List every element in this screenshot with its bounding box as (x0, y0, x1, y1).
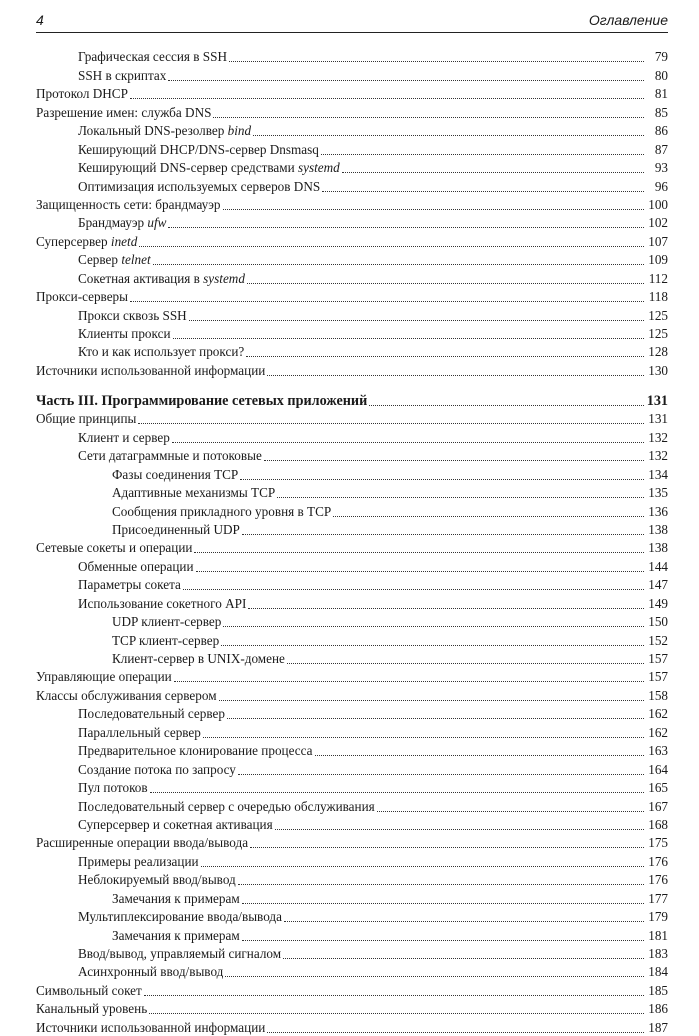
toc-part-heading[interactable] (36, 389, 668, 409)
toc-entry[interactable] (36, 520, 668, 538)
toc-entry[interactable] (36, 102, 668, 120)
toc-page-number: 128 (648, 344, 668, 360)
toc-entry-title: Источники использованной информации (36, 362, 266, 378)
toc-page-number: 138 (648, 521, 668, 537)
toc-entry-title: Неблокируемый ввод/вывод (78, 872, 236, 888)
toc-page-number: 109 (648, 252, 668, 268)
toc-entry-title: Последовательный сервер (78, 706, 225, 722)
toc-page-number: 185 (648, 982, 668, 998)
toc-entry-title: Мультиплексирование ввода/вывода (78, 909, 282, 925)
toc-page-number: 132 (648, 429, 668, 445)
toc-entry-title: Предварительное клонирование процесса (78, 743, 313, 759)
dot-leader (242, 939, 644, 941)
toc-entry[interactable] (36, 833, 668, 851)
toc-entry-title: Защищенность сети: брандмауэр (36, 196, 221, 212)
toc-page-number: 176 (648, 872, 668, 888)
toc-entry-title: Адаптивные механизмы TCP (112, 485, 276, 501)
dot-leader (253, 134, 644, 136)
dot-leader (267, 1031, 644, 1033)
toc-page-number: 181 (648, 927, 668, 943)
dot-leader (130, 97, 644, 99)
toc-entry-title: Ввод/вывод, управляемый сигналом (78, 946, 282, 961)
dot-leader (174, 680, 644, 682)
toc-entry[interactable] (36, 1017, 668, 1035)
toc-entry-title: Клиент-сервер в UNIX-домене (112, 651, 285, 666)
dot-leader (277, 496, 644, 498)
toc-entry[interactable] (36, 84, 668, 102)
toc-entry-title: Управляющие операции (36, 669, 172, 685)
dot-leader (264, 459, 644, 461)
toc-entry[interactable] (36, 287, 668, 305)
toc-page-number: 163 (648, 743, 668, 759)
toc-entry-title: Сообщения прикладного уровня в TCP (112, 503, 332, 519)
toc-entry[interactable] (36, 213, 668, 231)
dot-leader (149, 1012, 644, 1014)
running-header (36, 6, 668, 33)
toc-entry[interactable] (36, 231, 668, 249)
toc-page-number: 158 (648, 687, 668, 703)
dot-leader (342, 171, 644, 173)
toc-entry[interactable] (36, 446, 668, 464)
toc-page-number: 85 (654, 104, 668, 120)
toc-entry-title: Замечания к примерам (112, 890, 240, 906)
toc-page-number: 176 (648, 853, 668, 869)
toc-page-number: 149 (648, 595, 668, 611)
toc-page-number: 157 (648, 669, 668, 685)
dot-leader (229, 60, 644, 62)
toc-page-number: 79 (654, 49, 668, 65)
toc-entry-title: Классы обслуживания сервером (36, 687, 217, 703)
toc-entry-title: Прокси сквозь SSH (78, 307, 187, 323)
toc-entry[interactable] (36, 593, 668, 611)
toc-entry[interactable] (36, 944, 668, 962)
toc-entry[interactable] (36, 176, 668, 194)
toc-entry[interactable] (36, 575, 668, 593)
toc-entry[interactable] (36, 685, 668, 703)
toc-entry-title: Сокетная активация в systemd (78, 270, 245, 286)
toc-entry[interactable] (36, 195, 668, 213)
toc-page-number: 131 (646, 392, 668, 409)
toc-entry-title: Кто и как использует прокси? (78, 344, 245, 360)
toc-page-number: 134 (648, 466, 668, 482)
dot-leader (221, 644, 644, 646)
toc-entry[interactable] (36, 268, 668, 286)
toc-entry[interactable] (36, 158, 668, 176)
toc-entry-title: Создание потока по запросу (78, 761, 236, 777)
dot-leader (287, 662, 644, 664)
toc-page-number: 167 (648, 798, 668, 814)
toc-entry-title: Канальный уровень (36, 1001, 148, 1017)
toc-page-number: 144 (648, 558, 668, 574)
toc-entry-title: Асинхронный ввод/вывод (78, 964, 224, 980)
toc-entry[interactable] (36, 704, 668, 722)
dot-leader (153, 263, 644, 265)
dot-leader (242, 533, 644, 535)
toc-page-number: 177 (648, 890, 668, 906)
toc-entry[interactable] (36, 759, 668, 777)
toc-entry[interactable] (36, 324, 668, 342)
toc-entry[interactable] (36, 556, 668, 574)
toc-entry[interactable] (36, 250, 668, 268)
running-title: Оглавление (588, 12, 668, 28)
toc-entry-title: Оптимизация используемых серверов DNS (78, 178, 321, 194)
toc-entry[interactable] (36, 501, 668, 519)
dot-leader (225, 975, 644, 977)
toc-entry[interactable] (36, 464, 668, 482)
toc-page-number: 157 (648, 651, 668, 666)
toc-page-number: 86 (654, 123, 668, 139)
dot-leader (139, 245, 644, 247)
toc-page-number: 102 (648, 215, 668, 231)
dot-leader (203, 736, 644, 738)
toc-page-number: 164 (648, 761, 668, 777)
toc-page-number: 136 (648, 503, 668, 519)
toc-entry-title: Примеры реализации (78, 853, 199, 869)
dot-leader (189, 319, 644, 321)
toc-page-number: 131 (648, 411, 668, 427)
dot-leader (248, 607, 644, 609)
toc-entry-title: Фазы соединения TCP (112, 466, 239, 482)
dot-leader (321, 153, 644, 155)
toc-entry-title: Кеширующий DNS-сервер средствами systemd (78, 160, 340, 176)
toc-entry[interactable] (36, 741, 668, 759)
dot-leader (172, 441, 644, 443)
dot-leader (284, 920, 644, 922)
toc-entry[interactable] (36, 796, 668, 814)
toc-page-number: 81 (654, 86, 668, 102)
toc-page-number: 100 (648, 196, 668, 212)
dot-leader (227, 717, 644, 719)
toc-entry-title: Сети датаграммные и потоковые (78, 448, 262, 464)
toc-page-number: 147 (648, 577, 668, 593)
dot-leader (247, 282, 644, 284)
toc-entry[interactable] (36, 649, 668, 667)
toc-entry[interactable] (36, 360, 668, 378)
toc-entry-title: Сервер telnet (78, 252, 151, 268)
toc-page-number: 162 (648, 724, 668, 740)
toc-page-number: 138 (648, 540, 668, 556)
toc-entry-title: Параметры сокета (78, 577, 181, 593)
toc-page-number: 168 (648, 816, 668, 832)
toc-entry[interactable] (36, 121, 668, 139)
toc-page-number: 186 (648, 1001, 668, 1017)
toc-entry-title: Разрешение имен: служба DNS (36, 104, 212, 120)
toc-entry[interactable] (36, 47, 668, 65)
dot-leader (150, 791, 644, 793)
toc-page-number: 93 (654, 160, 668, 176)
toc-entry-title: Суперсервер inetd (36, 233, 138, 249)
toc-page-number: 87 (654, 141, 668, 157)
toc-entry[interactable] (36, 925, 668, 943)
toc-entry-title: Использование сокетного API (78, 595, 247, 611)
toc-entry-title: Клиент и сервер (78, 429, 170, 445)
toc-entry[interactable] (36, 870, 668, 888)
toc-entry-title: Общие принципы (36, 411, 137, 427)
toc-entry-title: Символьный сокет (36, 982, 142, 998)
toc-entry[interactable] (36, 980, 668, 998)
toc-page-number: 165 (648, 780, 668, 796)
dot-leader (130, 300, 644, 302)
dot-leader (223, 625, 644, 627)
table-of-contents (36, 47, 668, 1036)
toc-entry[interactable] (36, 342, 668, 360)
toc-entry[interactable] (36, 538, 668, 556)
toc-entry[interactable] (36, 888, 668, 906)
dot-leader (144, 994, 644, 996)
dot-leader (267, 374, 644, 376)
toc-entry-title: Источники использованной информации (36, 1019, 266, 1035)
dot-leader (138, 422, 644, 424)
toc-page-number: 162 (648, 706, 668, 722)
toc-entry[interactable] (36, 409, 668, 427)
dot-leader (250, 846, 644, 848)
toc-page-number: 107 (648, 233, 668, 249)
toc-entry-title: Параллельный сервер (78, 724, 201, 740)
toc-page-number: 130 (648, 362, 668, 378)
toc-page-number: 118 (648, 289, 668, 305)
toc-entry-title: Кеширующий DHCP/DNS-сервер Dnsmasq (78, 141, 319, 157)
dot-leader (315, 754, 645, 756)
toc-page-number: 179 (648, 909, 668, 925)
toc-entry[interactable] (36, 305, 668, 323)
toc-entry-title: Сетевые сокеты и операции (36, 540, 193, 556)
toc-entry[interactable] (36, 65, 668, 83)
dot-leader (275, 828, 644, 830)
toc-entry[interactable] (36, 139, 668, 157)
toc-entry[interactable] (36, 778, 668, 796)
dot-leader (213, 116, 644, 118)
toc-entry-title: Последовательный сервер с очередью обслуживания (78, 798, 375, 814)
toc-entry[interactable] (36, 667, 668, 685)
toc-entry-title: Часть III. Программирование сетевых приложений (36, 392, 368, 409)
toc-page-number: 175 (648, 835, 668, 851)
toc-entry[interactable] (36, 851, 668, 869)
dot-leader (246, 355, 644, 357)
dot-leader (238, 773, 644, 775)
dot-leader (168, 226, 644, 228)
toc-entry-title: Протокол DHCP (36, 86, 128, 102)
toc-entry-title: Брандмауэр ufw (78, 215, 167, 231)
toc-entry-title: Пул потоков (78, 780, 148, 796)
toc-entry[interactable] (36, 427, 668, 445)
toc-entry-title: Клиенты прокси (78, 326, 171, 341)
dot-leader (238, 883, 644, 885)
toc-entry-title: Замечания к примерам (112, 927, 240, 943)
dot-leader (196, 570, 644, 572)
toc-entry-title: Суперсервер и сокетная активация (78, 816, 273, 832)
toc-entry-title: Обменные операции (78, 558, 194, 574)
toc-page-number: 96 (654, 178, 668, 194)
page-number: 4 (36, 12, 44, 28)
dot-leader (240, 478, 644, 480)
toc-entry[interactable] (36, 815, 668, 833)
toc-page-number: 80 (654, 67, 668, 83)
toc-entry[interactable] (36, 612, 668, 630)
toc-entry[interactable] (36, 907, 668, 925)
toc-entry-title: SSH в скриптах (78, 67, 167, 83)
toc-page-number: 152 (648, 632, 668, 648)
dot-leader (377, 810, 644, 812)
toc-entry-title: Локальный DNS-резолвер bind (78, 123, 252, 139)
toc-page-number: 112 (648, 270, 668, 286)
toc-entry-title: Графическая сессия в SSH (78, 49, 227, 65)
toc-page-number: 183 (648, 946, 668, 961)
toc-entry[interactable] (36, 722, 668, 740)
toc-entry[interactable] (36, 630, 668, 648)
dot-leader (322, 190, 644, 192)
dot-leader (219, 699, 644, 701)
dot-leader (173, 337, 645, 339)
toc-entry-title: Присоединенный UDP (112, 521, 240, 537)
dot-leader (194, 551, 644, 553)
toc-entry-title: UDP клиент-сервер (112, 614, 222, 630)
toc-page-number: 135 (648, 485, 668, 501)
dot-leader (283, 957, 644, 959)
dot-leader (183, 588, 644, 590)
toc-entry-title: Прокси-серверы (36, 289, 129, 305)
toc-page-number: 132 (648, 448, 668, 464)
toc-entry[interactable] (36, 483, 668, 501)
dot-leader (223, 208, 644, 210)
dot-leader (333, 515, 644, 517)
dot-leader (242, 902, 644, 904)
toc-entry[interactable] (36, 999, 668, 1017)
toc-entry[interactable] (36, 962, 668, 980)
toc-page-number: 125 (648, 326, 668, 341)
dot-leader (201, 865, 644, 867)
toc-page-number: 125 (648, 307, 668, 323)
toc-page-number: 150 (648, 614, 668, 630)
toc-entry-title: Расширенные операции ввода/вывода (36, 835, 249, 851)
toc-page-number: 184 (648, 964, 668, 980)
dot-leader (168, 79, 644, 81)
dot-leader (369, 404, 644, 406)
toc-entry-title: TCP клиент-сервер (112, 632, 220, 648)
toc-page-number: 187 (648, 1019, 668, 1035)
